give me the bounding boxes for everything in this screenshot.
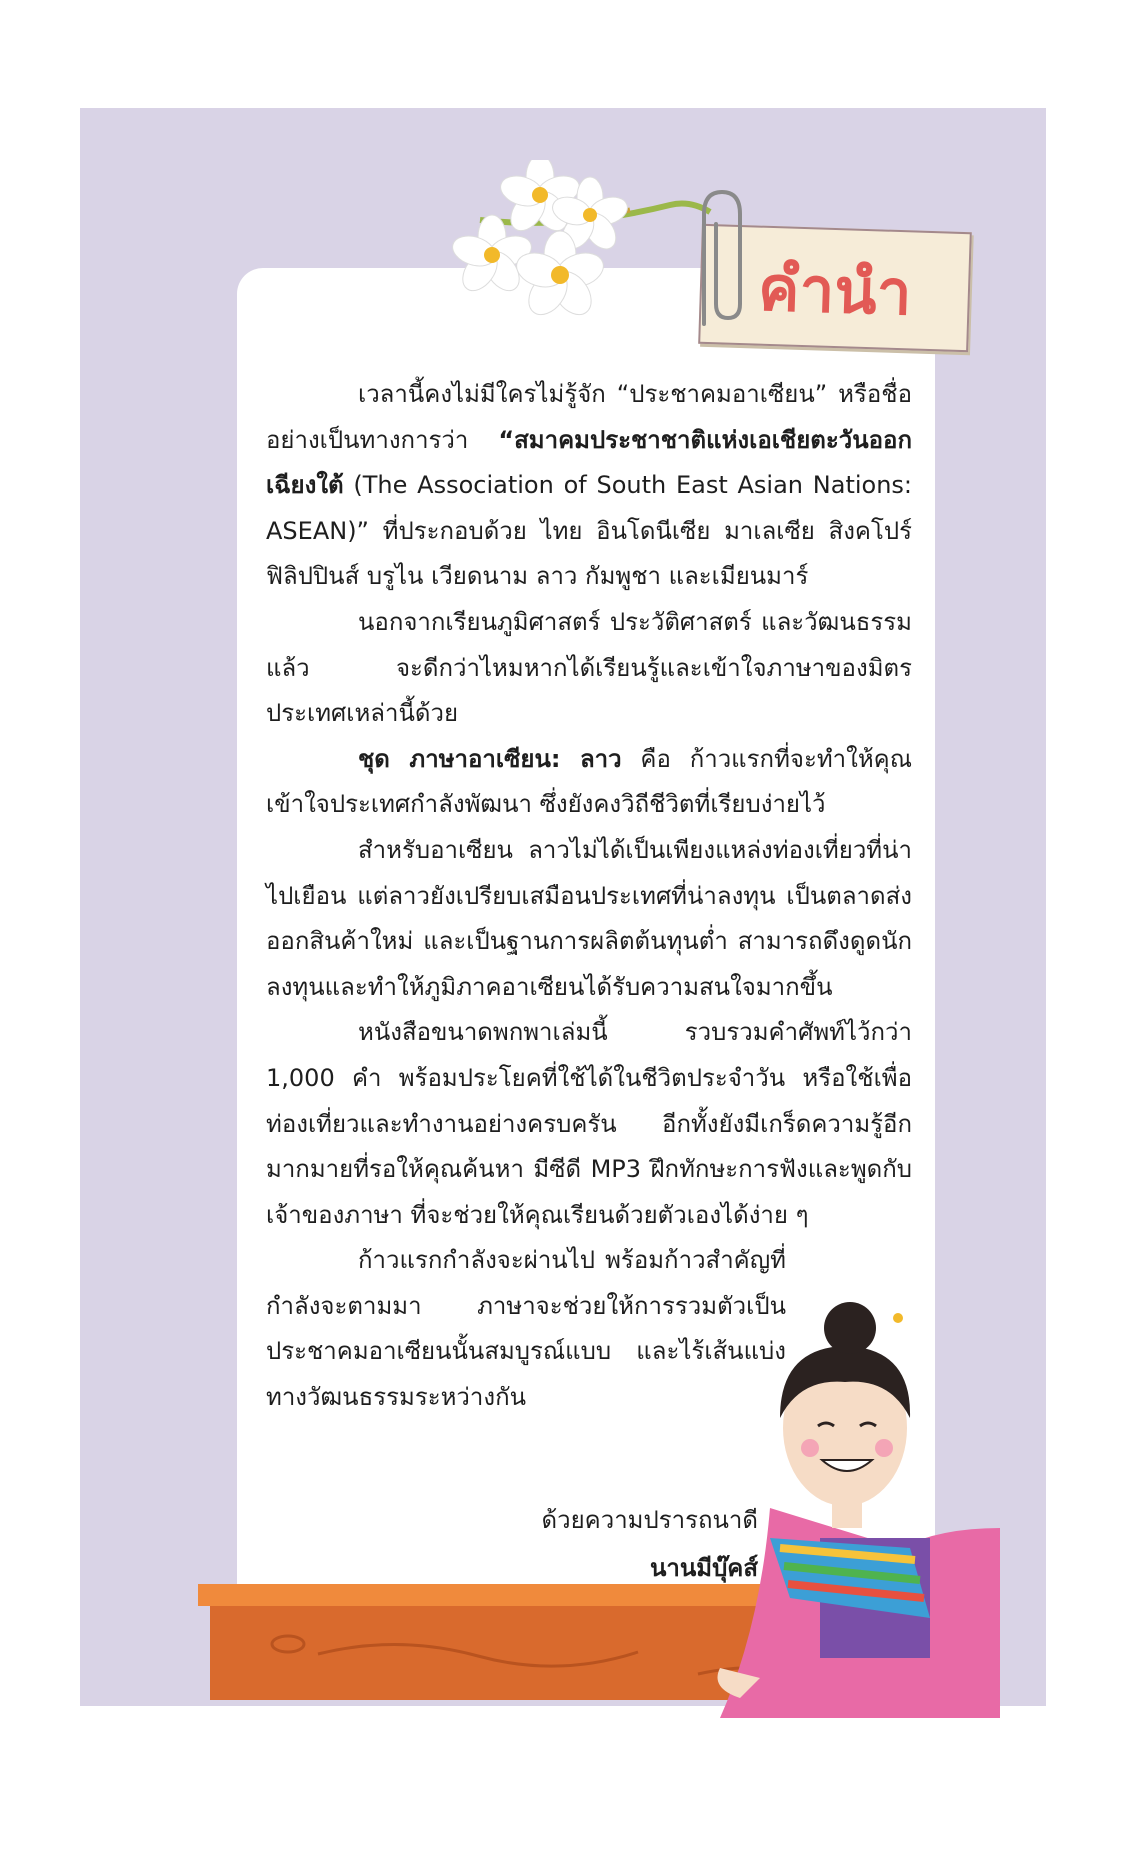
paragraph-text: นอกจากเรียนภูมิศาสตร์ ประวัติศาสตร์ และวัฒนธรรมแล้ว จะดีกว่าไหมหากได้เรียนรู้และเข้าใจภาษาของมิตรประเทศเหล่านี้ด้วย xyxy=(266,607,912,728)
paragraph-text: หนังสือขนาดพกพาเล่มนี้ รวบรวมคำศัพท์ไว้กว่า 1,000 คำ พร้อมประโยคที่ใช้ได้ในชีวิตประจำวัน หรือใช้เพื่อท่องเที่ยวและทำงานอย่างครบครัน อีกทั้งยังมีเกร็ดความรู้อีกมากมายที่รอให้คุณค้นหา มีซีดี MP3 ฝึกทักษะการฟังและพูดกับเจ้าของภาษา ที่จะช่วยให้คุณเรียนด้วยตัวเองได้ง่าย ๆ xyxy=(266,1018,912,1229)
paragraph-text: คือ ก้าวแรกที่จะทำให้คุณเข้าใจประเทศกำลังพัฒนา ซึ่งยังคงวิถีชีวิตที่เรียบง่ายไว้ xyxy=(266,744,912,819)
signoff-line: ด้วยความปรารถนาดี xyxy=(541,1506,758,1534)
preface-paragraph xyxy=(266,372,912,600)
emphasis-text: “สมาคมประชาชาติแห่งเอเชียตะวันออกเฉียงใต้ xyxy=(266,425,912,500)
paperclip-icon xyxy=(686,184,750,334)
preface-paragraph xyxy=(266,600,912,737)
paragraph-text: ก้าวแรกกำลังจะผ่านไป พร้อมก้าวสำคัญที่กำลังจะตามมา ภาษาจะช่วยให้การรวมตัวเป็นประชาคมอาเซียนนั้นสมบูรณ์แบบ และไร้เส้นแบ่งทางวัฒนธรรมระหว่างกัน xyxy=(266,1246,786,1412)
paragraph-text: เวลานี้คงไม่มีใครไม่รู้จัก “ประชาคมอาเซียน” หรือชื่ออย่างเป็นทางการว่า xyxy=(266,380,912,454)
preface-paragraph xyxy=(266,737,912,828)
emphasis-text: ชุด ภาษาอาเซียน: ลาว xyxy=(358,744,622,773)
preface-paragraph xyxy=(266,828,912,1010)
preface-body xyxy=(266,372,912,1421)
frangipani-flowers-illustration xyxy=(420,160,720,330)
lao-woman-illustration xyxy=(700,1298,1000,1718)
paragraph-text: สำหรับอาเซียน ลาวไม่ได้เป็นเพียงแหล่งท่องเที่ยวที่น่าไปเยือน แต่ลาวยังเปรียบเสมือนประเทศที่น่าลงทุน เป็นตลาดส่งออกสินค้าใหม่ และเป็นฐานการผลิตต้นทุนต่ำ สามารถดึงดูดนักลงทุนและทำให้ภูมิภาคอาเซียนได้รับความสนใจมากขึ้น xyxy=(266,835,912,1001)
author-name: นานมีบุ๊คส์ xyxy=(649,1554,758,1582)
page-title: คำนำ xyxy=(757,251,913,330)
paragraph-text: (The Association of South East Asian Nations: ASEAN)” ที่ประกอบด้วย ไทย อินโดนีเซีย มาเลเซีย สิงคโปร์ ฟิลิปปินส์ บรูไน เวียดนาม ลาว กัมพูชา และเมียนมาร์ xyxy=(266,471,912,591)
preface-paragraph xyxy=(266,1010,912,1238)
